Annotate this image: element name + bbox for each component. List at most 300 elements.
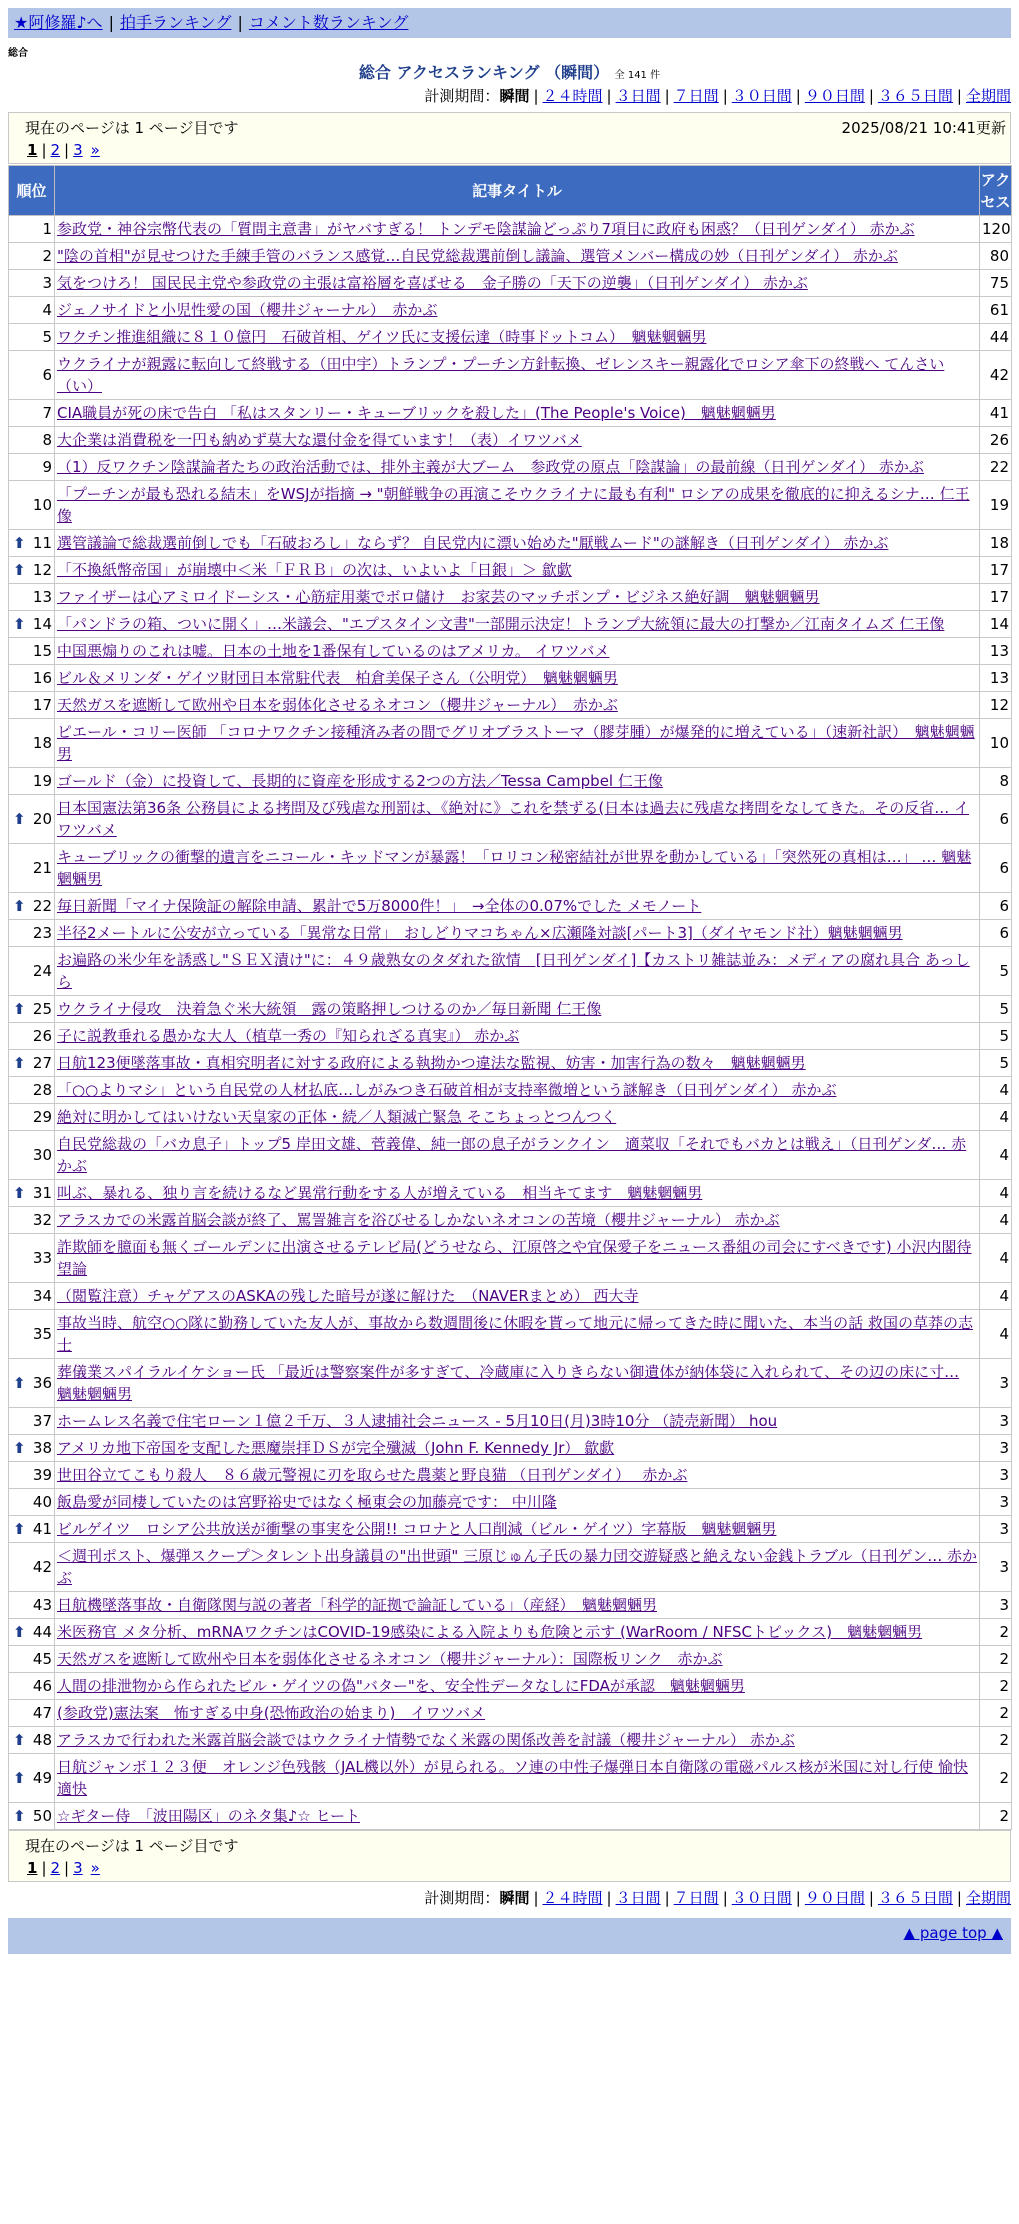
article-link[interactable]: 日航ジャンボ１２３便 オレンジ色残骸（JAL機以外）が見られる。ソ連の中性子爆弾日本自衛隊の電磁パルス核が米国に対し行使 愉快適快 — [57, 1758, 969, 1798]
rank-cell — [9, 1180, 55, 1207]
access-count: 5 — [980, 1023, 1012, 1050]
article-link[interactable]: 米医務官 メタ分析、mRNAワクチンはCOVID-19感染による入院よりも危険と示す (WarRoom / NFSCトピックス) 魑魅魍魎男 — [57, 1623, 923, 1641]
rank-cell — [9, 844, 55, 893]
rank-cell — [9, 665, 55, 692]
title-cell — [55, 1234, 980, 1283]
rank-number: 33 — [32, 1249, 52, 1267]
rank-number: 26 — [32, 1027, 52, 1045]
table-row — [9, 844, 1012, 893]
page-link-3[interactable]: 3 — [73, 1859, 83, 1877]
rank-number: 13 — [32, 588, 52, 606]
article-link[interactable]: 「不換紙幣帝国」が崩壊中＜米「ＦＲＢ」の次は、いよいよ「日銀」＞ 歙歔 — [57, 561, 572, 579]
rank-cell — [9, 1489, 55, 1516]
title-cell — [55, 1131, 980, 1180]
arrow-up-icon: ⬆ — [13, 1054, 26, 1072]
rank-number: 25 — [32, 1000, 52, 1018]
table-row — [9, 1727, 1012, 1754]
rank-number: 28 — [32, 1081, 52, 1099]
access-count: 4 — [980, 1180, 1012, 1207]
rank-cell — [9, 1592, 55, 1619]
page-info: 現在のページは 1 ページ目です — [25, 1837, 239, 1855]
rank-number: 48 — [32, 1731, 52, 1749]
access-count: 2 — [980, 1727, 1012, 1754]
page-top-link[interactable]: ▲ page top ▲ — [903, 1924, 1003, 1942]
rank-number: 46 — [32, 1677, 52, 1695]
title-cell — [55, 1077, 980, 1104]
title-cell — [55, 1359, 980, 1408]
table-row — [9, 795, 1012, 844]
rank-cell — [9, 1646, 55, 1673]
access-count: 2 — [980, 1700, 1012, 1727]
access-count: 4 — [980, 1131, 1012, 1180]
article-link[interactable]: 飯島愛が同棲していたのは宮野裕史ではなく極東会の加藤亮です： 中川隆 — [57, 1493, 557, 1511]
article-link[interactable]: ビル＆メリンダ・ゲイツ財団日本常駐代表 柏倉美保子さん（公明党） 魑魅魍魎男 — [57, 669, 618, 687]
access-count: 6 — [980, 795, 1012, 844]
rank-cell — [9, 400, 55, 427]
rank-number: 43 — [32, 1596, 52, 1614]
table-row — [9, 216, 1012, 243]
title-cell — [55, 1803, 980, 1830]
title-cell — [55, 1104, 980, 1131]
period-option-6[interactable]: ３６５日間 — [877, 1889, 953, 1907]
arrow-up-icon: ⬆ — [13, 1731, 26, 1749]
table-row — [9, 611, 1012, 638]
arrow-up-icon: ⬆ — [13, 810, 26, 828]
rank-cell — [9, 1023, 55, 1050]
article-link[interactable]: 大企業は消費税を一円も納めず莫大な還付金を得ています！（表）イワツバメ — [57, 431, 582, 449]
article-link[interactable]: アラスカで行われた米露首脳会談ではウクライナ情勢でなく米露の関係改善を討議（櫻井ジャーナル） 赤かぶ — [57, 1731, 795, 1749]
access-count: 12 — [980, 692, 1012, 719]
title-cell — [55, 947, 980, 996]
rank-cell — [9, 427, 55, 454]
rank-cell — [9, 768, 55, 795]
article-link[interactable]: 参政党・神谷宗幣代表の「質問主意書」がヤバすぎる！ トンデモ陰謀論どっぷり7項目に政府も困惑？（日刊ゲンダイ） 赤かぶ — [57, 220, 915, 238]
article-link[interactable]: 日航機墜落事故・自衛隊関与説の著者「科学的証拠で論証している」（産経） 魑魅魍魎男 — [57, 1596, 658, 1614]
article-link[interactable]: 選管議論で総裁選前倒しでも「石破おろし」ならず？ 自民党内に漂い始めた"厭戦ムード"の謎解き（日刊ゲンダイ） 赤かぶ — [57, 534, 889, 552]
table-row — [9, 297, 1012, 324]
article-link[interactable]: 子に説教垂れる愚かな大人（植草一秀の『知られざる真実』） 赤かぶ — [57, 1027, 520, 1045]
page-next-link[interactable]: » — [90, 141, 100, 159]
article-link[interactable]: 中国悪煽りのこれは嘘。日本の土地を1番保有しているのはアメリカ。 イワツバメ — [57, 642, 610, 660]
rank-number: 41 — [32, 1520, 52, 1538]
rank-cell — [9, 692, 55, 719]
table-row — [9, 1408, 1012, 1435]
title-cell — [55, 324, 980, 351]
article-link[interactable]: （1）反ワクチン陰謀論者たちの政治活動では、排外主義が大ブーム 参政党の原点「陰謀論」の最前線（日刊ゲンダイ） 赤かぶ — [57, 458, 924, 476]
rank-cell — [9, 351, 55, 400]
rank-cell — [9, 584, 55, 611]
rank-cell — [9, 920, 55, 947]
period-option-2[interactable]: ３日間 — [615, 1889, 661, 1907]
article-link[interactable]: 人間の排泄物から作られたビル・ゲイツの偽"バター"を、安全性データなしにFDAが承認 魑魅魍魎男 — [57, 1677, 745, 1695]
rank-cell — [9, 996, 55, 1023]
access-count: 2 — [980, 1619, 1012, 1646]
table-row — [9, 692, 1012, 719]
access-count: 61 — [980, 297, 1012, 324]
rank-cell — [9, 795, 55, 844]
article-link[interactable]: 気をつけろ！ 国民民主党や参政党の主張は富裕層を喜ばせる 金子勝の「天下の逆襲」（日刊ゲンダイ） 赤かぶ — [57, 274, 808, 292]
rank-number: 11 — [32, 534, 52, 552]
access-count: 5 — [980, 996, 1012, 1023]
period-option-6[interactable]: ３６５日間 — [877, 87, 953, 105]
rank-number: 44 — [32, 1623, 52, 1641]
table-row — [9, 1104, 1012, 1131]
title-cell — [55, 611, 980, 638]
rank-cell — [9, 324, 55, 351]
rank-number: 42 — [32, 1558, 52, 1576]
rank-number: 21 — [32, 859, 52, 877]
col-access-header: アクセス — [980, 166, 1012, 216]
rank-number: 45 — [32, 1650, 52, 1668]
access-count: 17 — [980, 557, 1012, 584]
table-row — [9, 1543, 1012, 1592]
access-count: 3 — [980, 1408, 1012, 1435]
article-link[interactable]: 詐欺師を臆面も無くゴールデンに出演させるテレビ局(どうせなら、江原啓之や宜保愛子をニュース番組の司会にすべきです) 小沢内閣待望論 — [57, 1238, 972, 1278]
rank-cell — [9, 1673, 55, 1700]
title-cell — [55, 1283, 980, 1310]
period-option-1[interactable]: ２４時間 — [542, 87, 603, 105]
access-count: 6 — [980, 844, 1012, 893]
period-option-7[interactable]: 全期間 — [965, 87, 1011, 105]
article-link[interactable]: アメリカ地下帝国を支配した悪魔崇拝ＤＳが完全殲滅（John F. Kennedy Jr） 歙歔 — [57, 1439, 615, 1457]
rank-cell — [9, 270, 55, 297]
access-count: 22 — [980, 454, 1012, 481]
period-option-2[interactable]: ３日間 — [615, 87, 661, 105]
rank-cell — [9, 1359, 55, 1408]
article-link[interactable]: 天然ガスを遮断して欧州や日本を弱体化させるネオコン（櫻井ジャーナル） 赤かぶ — [57, 696, 618, 714]
rank-number: 18 — [32, 734, 52, 752]
table-row — [9, 1310, 1012, 1359]
title-cell — [55, 768, 980, 795]
arrow-up-icon: ⬆ — [13, 1374, 26, 1392]
rank-number: 30 — [32, 1146, 52, 1164]
table-row — [9, 1180, 1012, 1207]
page-title — [0, 60, 1019, 83]
period-option-7[interactable]: 全期間 — [965, 1889, 1011, 1907]
rank-number: 4 — [42, 301, 52, 319]
access-count: 8 — [980, 768, 1012, 795]
rank-cell — [9, 557, 55, 584]
access-count: 14 — [980, 611, 1012, 638]
table-row — [9, 1646, 1012, 1673]
page-link-2[interactable]: 2 — [50, 141, 61, 159]
period-option-5[interactable]: ９０日間 — [804, 87, 865, 105]
article-link[interactable]: ピエール・コリー医師 「コロナワクチン接種済み者の間でグリオブラストーマ（膠芽腫）が爆発的に増えている」（速新社訳） 魑魅魍魎男 — [57, 723, 975, 763]
access-count: 19 — [980, 481, 1012, 530]
arrow-up-icon: ⬆ — [13, 615, 26, 633]
rank-number: 35 — [32, 1325, 52, 1343]
table-row — [9, 324, 1012, 351]
title-cell — [55, 1180, 980, 1207]
home-link[interactable]: ★阿修羅♪へ — [14, 13, 103, 32]
period-selector-bottom: 計測期間：瞬間 | ２４時間 | ３日間 | ７日間 | ３０日間 | ９０日間 | ３６５日間 | 全期間 — [424, 1889, 1011, 1907]
rank-cell — [9, 1727, 55, 1754]
article-link[interactable]: 絶対に明かしてはいけない天皇家の正体・続／人類滅亡緊急 そこちょっとつんつく — [57, 1108, 617, 1126]
ranking-title: 総合 アクセスランキング （瞬間） — [358, 63, 610, 82]
title-cell — [55, 427, 980, 454]
rank-cell — [9, 216, 55, 243]
title-cell — [55, 1727, 980, 1754]
rank-number: 12 — [32, 561, 52, 579]
title-cell — [55, 1646, 980, 1673]
table-row — [9, 1462, 1012, 1489]
title-cell — [55, 270, 980, 297]
access-count: 18 — [980, 530, 1012, 557]
article-link[interactable]: 葬儀業スパイラルイケショー氏 「最近は警察案件が多すぎて、冷蔵庫に入りきらない御遺体が納体袋に入れられて、その辺の床に寸… 魑魅魍魎男 — [57, 1363, 960, 1403]
rank-number: 6 — [42, 366, 52, 384]
rank-number: 3 — [42, 274, 52, 292]
table-row — [9, 1207, 1012, 1234]
col-rank-header: 順位 — [9, 166, 55, 216]
period-option-4[interactable]: ３０日間 — [731, 1889, 792, 1907]
table-row — [9, 1077, 1012, 1104]
rank-number: 10 — [32, 496, 52, 514]
rank-number: 40 — [32, 1493, 52, 1511]
table-row — [9, 1131, 1012, 1180]
rank-number: 34 — [32, 1287, 52, 1305]
page-current: 1 — [27, 1859, 38, 1877]
rank-number: 5 — [42, 328, 52, 346]
rank-cell — [9, 638, 55, 665]
page-link-3[interactable]: 3 — [73, 141, 83, 159]
table-row — [9, 1283, 1012, 1310]
rank-cell — [9, 297, 55, 324]
table-row — [9, 1050, 1012, 1077]
ranking-table — [8, 165, 1012, 1830]
article-link[interactable]: 日航123便墜落事故・真相究明者に対する政府による執拗かつ違法な監視、妨害・加害行為の数々 魑魅魍魎男 — [57, 1054, 806, 1072]
title-cell — [55, 1023, 980, 1050]
rank-cell — [9, 947, 55, 996]
article-link[interactable]: キューブリックの衝撃的遺言をニコール・キッドマンが暴露！「ロリコン秘密結社が世界を動かしている」「突然死の真相は…」 … 魑魅魍魎男 — [57, 848, 972, 888]
period-option-3[interactable]: ７日間 — [673, 1889, 719, 1907]
access-count: 2 — [980, 1646, 1012, 1673]
period-current: 瞬間 — [499, 87, 530, 105]
table-row — [9, 996, 1012, 1023]
title-cell — [55, 920, 980, 947]
rank-number: 14 — [32, 615, 52, 633]
article-link[interactable]: ホームレス名義で住宅ローン１億２千万、３人逮捕社会ニュース - 5月10日(月)3時10分 （読売新聞） hou — [57, 1412, 778, 1430]
table-row — [9, 1700, 1012, 1727]
table-row — [9, 1673, 1012, 1700]
period-option-3[interactable]: ７日間 — [673, 87, 719, 105]
rank-number: 16 — [32, 669, 52, 687]
access-count: 3 — [980, 1359, 1012, 1408]
article-link[interactable]: 自民党総裁の「バカ息子」トップ5 岸田文雄、菅義偉、純一郎の息子がランクイン 適菜収「それでもバカとは戦え」（日刊ゲンダ… 赤かぶ — [57, 1135, 967, 1175]
article-link[interactable]: ＜週刊ポスト、爆弾スクープ＞タレント出身議員の"出世頭" 三原じゅん子氏の暴力団交遊疑惑と絶えない金銭トラブル（日刊ゲン… 赤かぶ — [57, 1547, 977, 1587]
period-option-5[interactable]: ９０日間 — [804, 1889, 865, 1907]
title-cell — [55, 844, 980, 893]
access-count: 2 — [980, 1754, 1012, 1803]
article-link[interactable]: CIA職員が死の床で告白 「私はスタンリー・キューブリックを殺した」(The People's Voice) 魑魅魍魎男 — [57, 404, 776, 422]
title-cell — [55, 719, 980, 768]
title-cell — [55, 1592, 980, 1619]
access-count: 4 — [980, 1283, 1012, 1310]
table-row — [9, 530, 1012, 557]
arrow-up-icon: ⬆ — [13, 1520, 26, 1538]
rank-number: 20 — [32, 810, 52, 828]
rank-cell — [9, 893, 55, 920]
article-link[interactable]: ワクチン推進組織に８１０億円 石破首相、ゲイツ氏に支援伝達（時事ドットコム） 魑魅魍魎男 — [57, 328, 707, 346]
rank-number: 9 — [42, 458, 52, 476]
rank-cell — [9, 1700, 55, 1727]
period-current: 瞬間 — [499, 1889, 530, 1907]
access-count: 13 — [980, 665, 1012, 692]
access-count: 4 — [980, 1234, 1012, 1283]
article-link[interactable]: 事故当時、航空○○隊に勤務していた友人が、事故から数週間後に休暇を貰って地元に帰ってきた時に聞いた、本当の話 救国の草莽の志士 — [57, 1314, 973, 1354]
article-link[interactable]: 半径2メートルに公安が立っている「異常な日常」 おしどりマコちゃん×広瀬隆対談[パート3]（ダイヤモンド社）魑魅魍魎男 — [57, 924, 903, 942]
rank-number: 8 — [42, 431, 52, 449]
table-row — [9, 1435, 1012, 1462]
article-link[interactable]: (参政党)憲法案 怖すぎる中身(恐怖政治の始まり) イワツバメ — [57, 1704, 486, 1722]
title-cell — [55, 1700, 980, 1727]
access-count: 3 — [980, 1435, 1012, 1462]
category-label: 総合 — [8, 48, 28, 59]
title-cell — [55, 351, 980, 400]
access-count: 75 — [980, 270, 1012, 297]
arrow-up-icon: ⬆ — [13, 1184, 26, 1202]
ranking-rows — [9, 216, 1012, 1830]
access-count: 3 — [980, 1592, 1012, 1619]
title-cell — [55, 297, 980, 324]
rank-number: 49 — [32, 1769, 52, 1787]
table-row — [9, 1754, 1012, 1803]
access-count: 3 — [980, 1462, 1012, 1489]
title-cell — [55, 1754, 980, 1803]
table-row — [9, 719, 1012, 768]
access-count: 3 — [980, 1543, 1012, 1592]
rank-cell — [9, 1310, 55, 1359]
title-cell — [55, 243, 980, 270]
access-count: 44 — [980, 324, 1012, 351]
table-row — [9, 768, 1012, 795]
arrow-up-icon: ⬆ — [13, 1439, 26, 1457]
table-row — [9, 351, 1012, 400]
article-link[interactable]: ファイザーは心アミロイドーシス・心筋症用薬でボロ儲け お家芸のマッチポンプ・ビジネス絶好調 魑魅魍魎男 — [57, 588, 820, 606]
table-row — [9, 557, 1012, 584]
title-cell — [55, 665, 980, 692]
article-link[interactable]: "陰の首相"が見せつけた手練手管のバランス感覚…自民党総裁選前倒し議論、選管メンバー構成の妙（日刊ゲンダイ） 赤かぶ — [57, 247, 898, 265]
title-cell — [55, 481, 980, 530]
page-link-2[interactable]: 2 — [50, 1859, 61, 1877]
period-option-4[interactable]: ３０日間 — [731, 87, 792, 105]
title-cell — [55, 1673, 980, 1700]
title-cell — [55, 400, 980, 427]
title-cell — [55, 1310, 980, 1359]
article-link[interactable]: 叫ぶ、暴れる、独り言を続けるなど異常行動をする人が増えている 相当キてます 魑魅魍魎男 — [57, 1184, 703, 1202]
article-link[interactable]: ウクライナが親露に転向して終戦する（田中宇）トランプ・プーチン方針転換、ゼレンスキー親露化でロシア傘下の終戦へ てんさい（い） — [57, 355, 945, 395]
rank-cell — [9, 1408, 55, 1435]
article-link[interactable]: お遍路の米少年を誘惑し"ＳＥＸ漬け"に：４９歳熟女のタダれた欲情 [日刊ゲンダイ]【カストリ雑誌並み：メディアの腐れ具合 あっしら — [57, 951, 970, 991]
article-link[interactable]: ☆ギター侍 「波田陽区」のネタ集♪☆ ヒート — [57, 1807, 360, 1825]
arrow-up-icon: ⬆ — [13, 561, 26, 579]
rank-number: 37 — [32, 1412, 52, 1430]
article-link[interactable]: ジェノサイドと小児性愛の国（櫻井ジャーナル） 赤かぶ — [57, 301, 438, 319]
access-count: 3 — [980, 1489, 1012, 1516]
table-row — [9, 1234, 1012, 1283]
page-info-panel-bottom — [8, 1830, 1011, 1882]
rank-cell — [9, 611, 55, 638]
access-count: 3 — [980, 1516, 1012, 1543]
title-cell — [55, 1516, 980, 1543]
table-row — [9, 947, 1012, 996]
table-row — [9, 638, 1012, 665]
rank-cell — [9, 1207, 55, 1234]
article-link[interactable]: 毎日新聞「マイナ保険証の解除申請、累計で5万8000件！」 →全体の0.07%でした メモノート — [57, 897, 702, 915]
pagination-top: 1 | 2 | 3 » — [27, 141, 100, 159]
title-cell — [55, 692, 980, 719]
rank-number: 23 — [32, 924, 52, 942]
article-link[interactable]: 日本国憲法第36条 公務員による拷問及び残虐な刑罰は、《絶対に》これを禁ずる(日本は過去に残虐な拷問をなしてきた。その反省… イワツバメ — [57, 799, 969, 839]
table-row — [9, 400, 1012, 427]
title-cell — [55, 1050, 980, 1077]
top-nav-bar: ★阿修羅♪へ | 拍手ランキング | コメント数ランキング — [8, 8, 1011, 38]
access-count: 41 — [980, 400, 1012, 427]
article-link[interactable]: ウクライナ侵攻 決着急ぐ米大統領 露の策略押しつけるのか／毎日新聞 仁王像 — [57, 1000, 602, 1018]
title-cell — [55, 1489, 980, 1516]
rank-number: 31 — [32, 1184, 52, 1202]
title-cell — [55, 996, 980, 1023]
access-count: 26 — [980, 427, 1012, 454]
period-option-1[interactable]: ２４時間 — [542, 1889, 603, 1907]
rank-cell — [9, 1234, 55, 1283]
comment-ranking-link[interactable]: コメント数ランキング — [248, 13, 409, 32]
article-link[interactable]: 「○○よりマシ」という自民党の人材払底…しがみつき石破首相が支持率微増という謎解き（日刊ゲンダイ） 赤かぶ — [57, 1081, 837, 1099]
title-cell — [55, 638, 980, 665]
article-link[interactable]: 世田谷立てこもり殺人 ８６歳元警視に刃を取らせた農薬と野良猫 （日刊ゲンダイ） 赤かぶ — [57, 1466, 688, 1484]
table-row — [9, 920, 1012, 947]
access-count: 6 — [980, 920, 1012, 947]
title-cell — [55, 1435, 980, 1462]
title-cell — [55, 530, 980, 557]
arrow-up-icon: ⬆ — [13, 1623, 26, 1641]
title-cell — [55, 795, 980, 844]
rank-number: 22 — [32, 897, 52, 915]
access-count: 13 — [980, 638, 1012, 665]
rank-number: 50 — [32, 1807, 52, 1825]
table-row — [9, 454, 1012, 481]
page-next-link[interactable]: » — [90, 1859, 100, 1877]
article-link[interactable]: ビルゲイツ ロシア公共放送が衝撃の事実を公開!! コロナと人口削減（ビル・ゲイツ）字幕版 魑魅魍魎男 — [57, 1520, 777, 1538]
rank-cell — [9, 719, 55, 768]
rank-number: 24 — [32, 962, 52, 980]
article-link[interactable]: ゴールド（金）に投資して、長期的に資産を形成する2つの方法／Tessa Campbel 仁王像 — [57, 772, 663, 790]
arrow-up-icon: ⬆ — [13, 1807, 26, 1825]
article-link[interactable]: 「プーチンが最も恐れる結末」をWSJが指摘 → "朝鮮戦争の再演こそウクライナに最も有利" ロシアの成果を徹底的に抑えるシナ… 仁王像 — [57, 485, 970, 525]
rank-cell — [9, 1104, 55, 1131]
rank-number: 47 — [32, 1704, 52, 1722]
table-row — [9, 893, 1012, 920]
rank-number: 39 — [32, 1466, 52, 1484]
article-link[interactable]: アラスカでの米露首脳会談が終了、罵詈雑言を浴びせるしかないネオコンの苦境（櫻井ジャーナル） 赤かぶ — [57, 1211, 780, 1229]
title-cell — [55, 1462, 980, 1489]
table-row — [9, 427, 1012, 454]
access-count: 4 — [980, 1104, 1012, 1131]
col-title-header: 記事タイトル — [55, 166, 980, 216]
rank-number: 38 — [32, 1439, 52, 1457]
table-row — [9, 1516, 1012, 1543]
pagination-bottom: 1 | 2 | 3 » — [27, 1859, 100, 1877]
article-link[interactable]: （閲覧注意）チャゲアスのASKAの残した暗号が遂に解けた （NAVERまとめ） 西大寺 — [57, 1287, 639, 1305]
table-row — [9, 665, 1012, 692]
rank-cell — [9, 530, 55, 557]
rank-number: 19 — [32, 772, 52, 790]
table-row — [9, 1803, 1012, 1830]
article-link[interactable]: 「パンドラの箱、ついに開く」…米議会、"エプスタイン文書"一部開示決定！トランプ大統領に最大の打撃か／江南タイムズ 仁王像 — [57, 615, 945, 633]
page-current: 1 — [27, 141, 38, 159]
clap-ranking-link[interactable]: 拍手ランキング — [119, 13, 232, 32]
arrow-up-icon: ⬆ — [13, 897, 26, 915]
article-link[interactable]: 天然ガスを遮断して欧州や日本を弱体化させるネオコン（櫻井ジャーナル）：国際板リンク 赤かぶ — [57, 1650, 723, 1668]
